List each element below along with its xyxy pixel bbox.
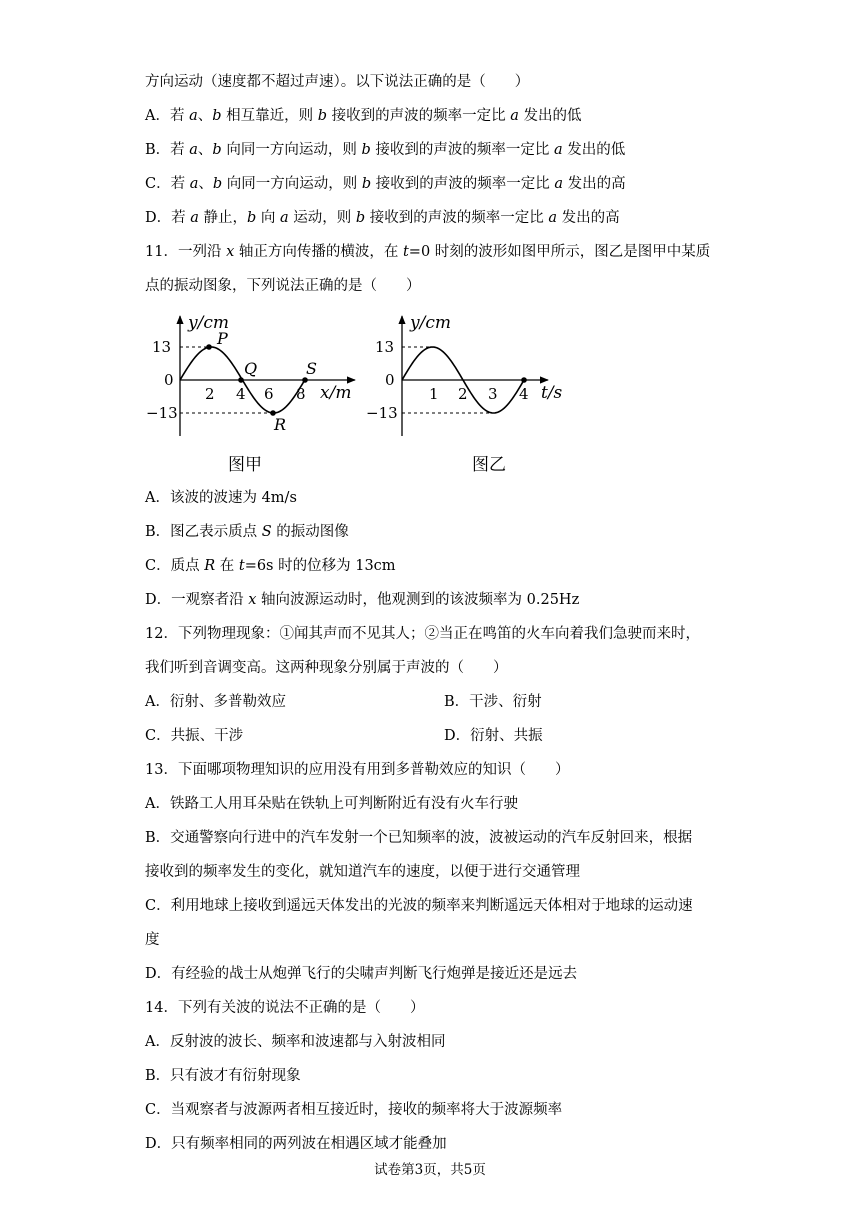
option-12b: B．干涉、衍射 <box>444 694 542 710</box>
variable-symbol: b <box>212 108 222 124</box>
text-run: C．若 <box>145 176 190 192</box>
variable-symbol: b <box>212 176 223 192</box>
variable-symbol: b <box>361 176 372 192</box>
option-13c: C．利用地球上接收到遥远天体发出的光波的频率来判断遥远天体相对于地球的运动速 <box>145 898 693 914</box>
text-run: 、 <box>197 108 213 124</box>
option-10d <box>145 208 620 228</box>
text-run: A．若 <box>145 108 190 124</box>
option-14a: A．反射波的波长、频率和波速都与入射波相同 <box>145 1034 446 1050</box>
text-run: =0 时刻的波形如图甲所示，图乙是图甲中某质 <box>408 244 711 260</box>
label-P: P <box>217 329 228 348</box>
tick-label-t2: 2 <box>458 385 468 403</box>
question-13-stem: 13．下面哪项物理知识的应用没有用到多普勒效应的知识（ ） <box>145 762 570 778</box>
tick-label-x8: 8 <box>296 385 306 403</box>
tick-label-x4: 4 <box>236 385 246 403</box>
text-run: B．图乙表示质点 <box>145 524 262 540</box>
text-run: D．一观察者沿 <box>145 592 249 608</box>
text-line: 方向运动（速度都不超过声速）。以下说法正确的是（ ） <box>145 74 530 90</box>
caption-jia: 图甲 <box>228 455 262 475</box>
label-Q: Q <box>244 359 258 378</box>
variable-symbol: b <box>355 210 366 226</box>
text-run: 接收到的声波的频率一定比 <box>371 176 555 192</box>
question-14-stem: 14．下列有关波的说法不正确的是（ ） <box>145 1000 425 1016</box>
option-11b <box>145 522 349 542</box>
tick-label-x6: 6 <box>264 385 274 403</box>
point-P <box>206 344 212 350</box>
text-run: 静止， <box>198 210 248 226</box>
text-run: 接收到的声波的频率一定比 <box>370 142 554 158</box>
label-S: S <box>306 359 317 378</box>
text-run: 11．一列沿 <box>145 244 227 260</box>
tick-label-t3: 3 <box>488 385 498 403</box>
variable-symbol: b <box>212 142 222 158</box>
variable-symbol: a <box>510 108 519 124</box>
page-footer: 试卷第3页，共5页 <box>374 1162 486 1178</box>
tick-label-neg13: −13 <box>366 404 398 422</box>
option-11c <box>145 556 396 576</box>
variable-symbol: t <box>238 558 245 574</box>
tick-label-0: 0 <box>385 371 395 389</box>
option-14b: B．只有波才有衍射现象 <box>145 1068 301 1084</box>
option-13a: A．铁路工人用耳朵贴在铁轨上可判断附近有没有火车行驶 <box>145 796 518 812</box>
option-13c-cont: 度 <box>145 932 160 948</box>
variable-symbol: a <box>190 210 199 226</box>
variable-symbol: b <box>317 108 328 124</box>
text-run: =6s 时的位移为 13cm <box>244 558 396 574</box>
option-12d: D．衍射、共振 <box>444 728 543 744</box>
text-run: 轴向波源运动时，他观测到的该波频率为 0.25Hz <box>256 592 580 608</box>
y-axis-label: y/cm <box>410 313 451 333</box>
text-run: 发出的高 <box>557 210 620 226</box>
variable-symbol: a <box>554 176 564 192</box>
text-run: C．质点 <box>145 558 205 574</box>
text-run: 在 <box>215 558 239 574</box>
text-run: 运动，则 <box>288 210 356 226</box>
tick-label-13: 13 <box>375 338 395 356</box>
text-run: 、 <box>198 176 213 192</box>
question-11-stem-cont: 点的振动图象，下列说法正确的是（ ） <box>145 278 421 294</box>
tick-label-t1: 1 <box>429 385 439 403</box>
option-13d: D．有经验的战士从炮弹飞行的尖啸声判断飞行炮弹是接近还是远去 <box>145 966 578 982</box>
variable-symbol: a <box>189 108 198 124</box>
text-run: 相互靠近，则 <box>221 108 318 124</box>
text-run: 轴正方向传播的横波，在 <box>234 244 403 260</box>
figure-yi <box>368 308 578 443</box>
question-11-stem <box>145 242 710 262</box>
x-axis-label: x/m <box>320 383 352 403</box>
tick-label-x2: 2 <box>205 385 215 403</box>
variable-symbol: R <box>204 558 216 574</box>
text-run: 向同一方向运动，则 <box>222 176 362 192</box>
tick-label-neg13: −13 <box>146 404 178 422</box>
option-11d <box>145 590 579 610</box>
option-13b: B．交通警察向行进中的汽车发射一个已知频率的波，波被运动的汽车反射回来，根据 <box>145 830 693 846</box>
text-run: D．若 <box>145 210 191 226</box>
option-12a: A．衍射、多普勒效应 <box>145 694 286 710</box>
label-R: R <box>274 415 287 434</box>
option-14c: C．当观察者与波源两者相互接近时，接收的频率将大于波源频率 <box>145 1102 563 1118</box>
variable-symbol: b <box>247 210 257 226</box>
variable-symbol: a <box>553 142 563 158</box>
text-run: 接收到的声波的频率一定比 <box>365 210 549 226</box>
variable-symbol: a <box>189 142 198 158</box>
tick-label-0: 0 <box>164 371 174 389</box>
variable-symbol: x <box>226 244 235 260</box>
option-10c <box>145 174 626 194</box>
text-run: 向同一方向运动，则 <box>221 142 362 158</box>
text-run: 发出的低 <box>562 142 626 158</box>
option-10a <box>145 106 582 126</box>
variable-symbol: b <box>361 142 371 158</box>
text-run: 接收到的声波的频率一定比 <box>327 108 511 124</box>
variable-symbol: S <box>261 524 272 540</box>
option-12c: C．共振、干涉 <box>145 728 244 744</box>
text-run: 发出的低 <box>518 108 582 124</box>
option-14d: D．只有频率相同的两列波在相遇区域才能叠加 <box>145 1136 447 1152</box>
text-run: 发出的高 <box>563 176 626 192</box>
question-12-stem-cont: 我们听到音调变高。这两种现象分别属于声波的（ ） <box>145 660 508 676</box>
t-axis-label: t/s <box>541 383 563 403</box>
variable-symbol: a <box>189 176 199 192</box>
point-S <box>302 377 308 383</box>
variable-symbol: a <box>280 210 289 226</box>
text-run: 向 <box>256 210 281 226</box>
point-t4 <box>521 377 527 383</box>
variable-symbol: x <box>248 592 257 608</box>
tick-label-t4: 4 <box>519 385 529 403</box>
caption-yi: 图乙 <box>472 455 506 475</box>
tick-label-13: 13 <box>152 338 172 356</box>
point-Q <box>238 377 244 383</box>
option-13b-cont: 接收到的频率发生的变化，就知道汽车的速度，以便于进行交通管理 <box>145 864 580 880</box>
variable-symbol: a <box>548 210 558 226</box>
y-axis-label: y/cm <box>188 313 229 333</box>
variable-symbol: t <box>402 244 409 260</box>
text-run: 、 <box>197 142 213 158</box>
figure-jia <box>146 308 360 443</box>
text-run: 的振动图像 <box>271 524 349 540</box>
option-11a: A．该波的波速为 4m/s <box>145 490 297 506</box>
question-12-stem: 12．下列物理现象：①闻其声而不见其人；②当正在鸣笛的火车向着我们急驶而来时， <box>145 626 700 642</box>
text-run: B．若 <box>145 142 190 158</box>
option-10b <box>145 140 625 160</box>
